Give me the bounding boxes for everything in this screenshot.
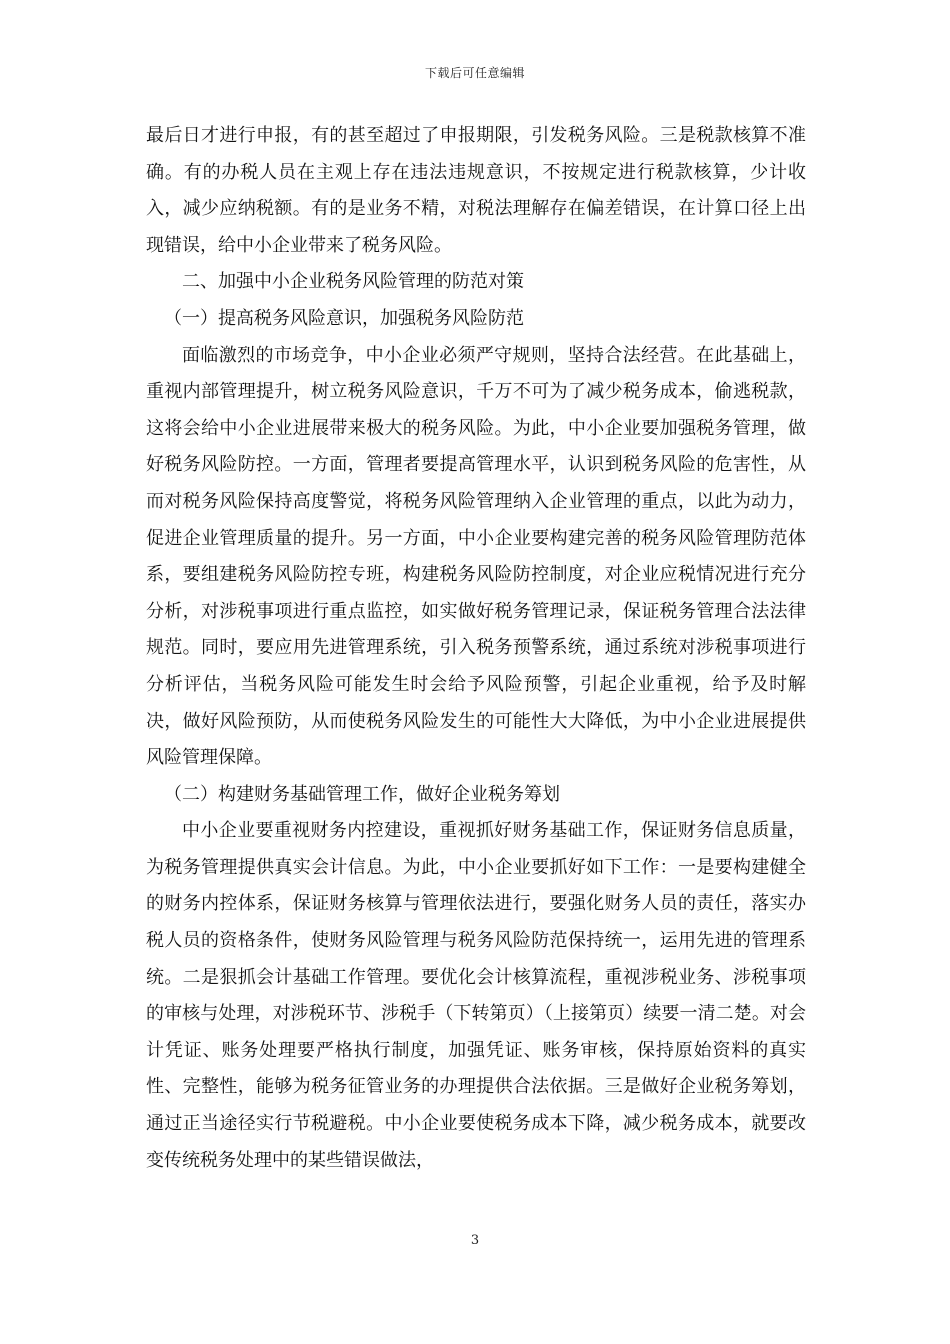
subsection-heading-1: （一）提高税务风险意识，加强税务风险防范: [164, 307, 524, 329]
body-paragraph: 中小企业要重视财务内控建设，重视抓好财务基础工作，保证财务信息质量，为税务管理提供真实会计信息。为此，中小企业要抓好如下工作：一是要构建健全的财务内控体系，保证财务核算与管理依法进行，要强化财务人员的责任，落实办税人员的资格条件，使财务风险管理与税务风险防范保持统一，运用先进的管理系统。二是狠抓会计基础工作管理。要优化会计核算流程，重视涉税业务、涉税事项的审核与处理，对涉税环节、涉税手（下转第页）（上接第页）续要一清二楚。对会计凭证、账务处理要严格执行制度，加强凭证、账务审核，保持原始资料的真实性、完整性，能够为税务征管业务的办理提供合法依据。三是做好企业税务筹划，通过正当途径实行节税避税。中小企业要使税务成本下降，减少税务成本，就要改变传统税务处理中的某些错误做法，: [146, 820, 806, 1171]
body-paragraph: 面临激烈的市场竞争，中小企业必须严守规则，坚持合法经营。在此基础上，重视内部管理提升，树立税务风险意识，千万不可为了减少税务成本，偷逃税款，这将会给中小企业进展带来极大的税务风险。为此，中小企业要加强税务管理，做好税务风险防控。一方面，管理者要提高管理水平，认识到税务风险的危害性，从而对税务风险保持高度警觉，将税务风险管理纳入企业管理的重点，以此为动力，促进企业管理质量的提升。另一方面，中小企业要构建完善的税务风险管理防范体系，要组建税务风险防控专班，构建税务风险防控制度，对企业应税情况进行充分分析，对涉税事项进行重点监控，如实做好税务管理记录，保证税务管理合法法律规范。同时，要应用先进管理系统，引入税务预警系统，通过系统对涉税事项进行分析评估，当税务风险可能发生时会给予风险预警，引起企业重视，给予及时解决，做好风险预防，从而使税务风险发生的可能性大大降低，为中小企业进展提供风险管理保障。: [146, 344, 806, 769]
subsection-heading-2: （二）构建财务基础管理工作，做好企业税务筹划: [164, 783, 560, 805]
document-body: [146, 118, 806, 1179]
body-paragraph-continued: 最后日才进行申报，有的甚至超过了申报期限，引发税务风险。三是税款核算不准确。有的办税人员在主观上存在违法违规意识，不按规定进行税款核算，少计收入，减少应纳税额。有的是业务不精，对税法理解存在偏差错误，在计算口径上出现错误，给中小企业带来了税务风险。: [146, 125, 806, 256]
section-heading: 二、加强中小企业税务风险管理的防范对策: [182, 271, 524, 293]
page-header: 下载后可任意编辑: [424, 66, 525, 80]
page-number: 3: [470, 1233, 480, 1248]
